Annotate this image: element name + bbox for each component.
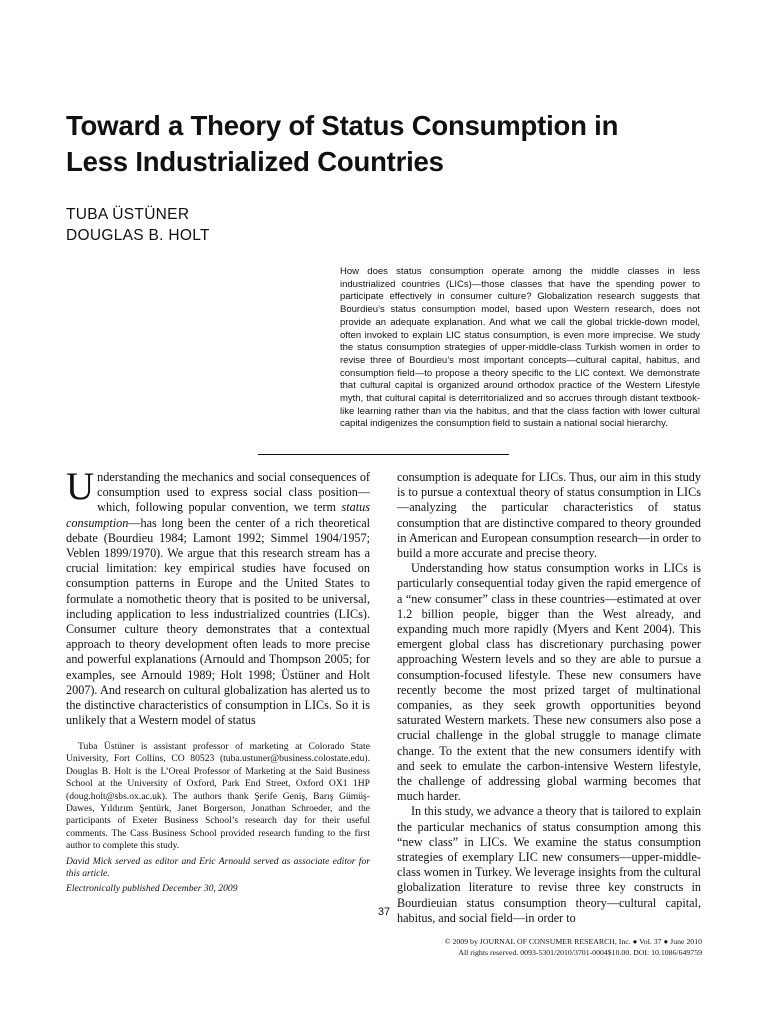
body-paragraph: consumption is adequate for LICs. Thus, our aim in this study is to pursue a contextual theory of status consumption in LICs—analyzing the particular characteristics of status consumption that are distinctive compared to theory grounded in American and European consumption research—in order to build a more accurate and precise theory. bbox=[397, 470, 701, 561]
copyright-line: © 2009 by JOURNAL OF CONSUMER RESEARCH, Inc. ● Vol. 37 ● June 2010 bbox=[444, 937, 702, 946]
body-paragraph: Understanding how status consumption works in LICs is particularly consequential today given the rapid emergence of a “new consumer” class in these countries—estimated at over 1.2 billion people, bigger than the West already, and expanding much more rapidly (Myers and Kent 2004). This emergent global class has discretionary purchasing power approaching Western levels and so they are able to pursue a consumption-focused lifestyle. These new consumers have recently become the most prized target of multinational companies, as they seek growth opportunities beyond saturated Western markets. These new consumers also pose a crucial challenge in the global struggle to manage climate change. To the extent that the new consumers identify with and seek to emulate the carbon-intensive Western lifestyle, the challenge of addressing global warming becomes that much harder. bbox=[397, 561, 701, 804]
author-bio: Tuba Üstüner is assistant professor of marketing at Colorado State University, Fort Collins, CO 80523 (tuba.ustuner@business.colostate.edu). Douglas B. Holt is the L’Oreal Professor of Marketing at the Said Business School at the University of Oxford, Park End Street, Oxford OX1 1HP (doug.holt@sbs.ox.ac.uk). The authors thank Şerife Geniş, Barış Gümüş-Dawes, Yıldırım Şentürk, Janet Borgerson, Jonathan Schroeder, and the participants of Exeter Business School’s research day for their useful comments. The Cass Business School provided research funding to the first author to complete this study. bbox=[66, 741, 370, 852]
body-paragraph: In this study, we advance a theory that is tailored to explain the particular mechanics of status consumption among this “new class” in LICs. We examine the status consumption strategies of exemplary LIC new consumers—upper-middle-class women in Turkey. We leverage insights from the cultural globalization literature to revise three key constructs in Bourdieuian status consumption theory—cultural capital, habitus, and social field—in order to bbox=[397, 804, 701, 925]
author-footnote bbox=[66, 741, 370, 896]
author-name: TUBA ÜSTÜNER bbox=[66, 206, 190, 223]
paragraph-text: —has long been the center of a rich theoretical debate (Bourdieu 1984; Lamont 1992; Simmel 1904/1957; Veblen 1899/1970). We argue that this research stream has a crucial limitation: key empirical studies have focused on consumption patterns in Europe and the United States to formulate a nomothetic theory that is posited to be universal, including application to less industrialized countries (LICs). Consumer culture theory demonstrates that a contextual approach to theory development often leads to more precise and powerful explanations (Arnould and Thompson 2005; for examples, see Arnould 1989; Holt 1998; Üstüner and Holt 2007). And research on cultural globalization has alerted us to the distinctive characteristics of consumption in LICs. So it is unlikely that a Western model of status bbox=[66, 515, 370, 728]
editor-note: David Mick served as editor and Eric Arnould served as associate editor for this article. bbox=[66, 855, 370, 880]
emphasized-term: status consumption bbox=[66, 500, 370, 530]
publication-date: Electronically published December 30, 2009 bbox=[66, 883, 238, 895]
body-paragraph bbox=[66, 465, 370, 728]
title-line-1: Toward a Theory of Status Consumption in bbox=[66, 110, 619, 141]
body-column-left bbox=[66, 465, 370, 732]
paragraph-text: nderstanding the mechanics and social consequences of consumption used to express social class position—which, following popular convention, we term bbox=[97, 470, 370, 515]
section-divider bbox=[258, 454, 509, 455]
copyright-notice bbox=[445, 936, 702, 958]
copyright-line: All rights reserved. 0093-5301/2010/3701-0004$10.00. DOI: 10.1086/649759 bbox=[458, 948, 702, 957]
author-name: DOUGLAS B. HOLT bbox=[66, 227, 210, 244]
drop-cap: U bbox=[66, 465, 95, 508]
author-list bbox=[66, 204, 210, 246]
title-line-2: Less Industrialized Countries bbox=[66, 146, 444, 177]
article-title bbox=[66, 108, 706, 180]
body-column-right bbox=[397, 470, 701, 925]
page-number: 37 bbox=[377, 906, 391, 918]
abstract: How does status consumption operate among the middle classes in less industrialized countries (LICs)—those classes that have the spending power to participate effectively in consumer culture? Globalization research suggests that Bourdieu’s status consumption model, based upon Western research, does not provide an adequate explanation. And what we call the global trickle-down model, often invoked to explain LIC status consumption, is even more imprecise. We study the status consumption strategies of upper-middle-class Turkish women in order to revise three of Bourdieu’s most important concepts—cultural capital, habitus, and consumption field—to propose a theory specific to the LIC context. We demonstrate that cultural capital is organized around orthodox practice of the Western Lifestyle myth, that cultural capital is deterritorialized and so accrues through distant textbook-like learning rather than via the habitus, and that the class faction with lower cultural capital indigenizes the consumption field to sustain a national social hierarchy. bbox=[340, 266, 700, 430]
